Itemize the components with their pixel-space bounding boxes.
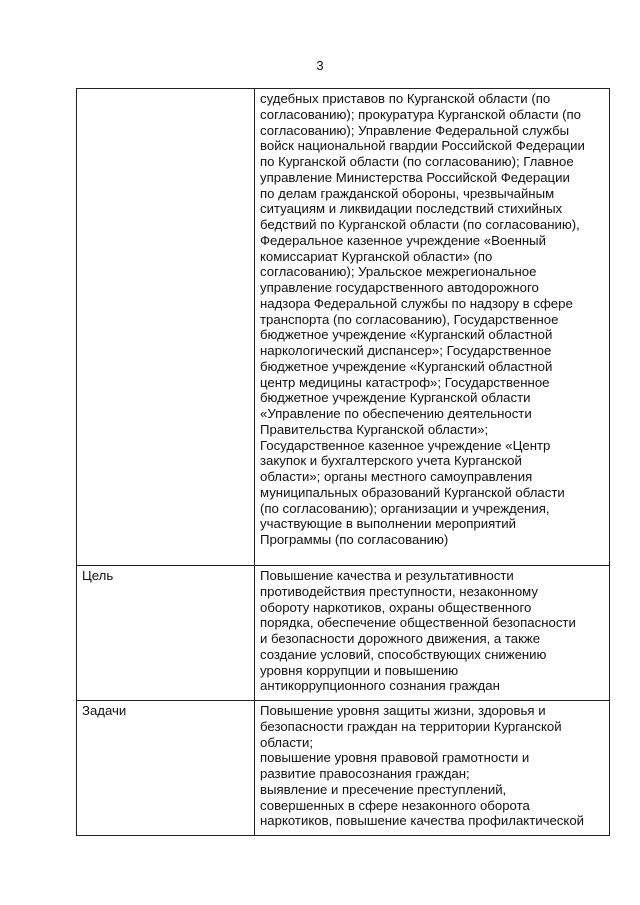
row-label-empty — [77, 89, 255, 566]
tasks-label: Задачи — [82, 703, 127, 718]
goal-cell — [255, 566, 610, 701]
goal-text: Повышение качества и результативности противодействия преступности, незаконному обороту наркотиков, охраны общественного порядка, обеспечение общественной безопасности и безопасности дорожного движения, а также создание условий, способствующих снижению уровня коррупции и повышению антикоррупционного сознания граждан — [260, 568, 576, 694]
goal-label: Цель — [82, 568, 114, 583]
table-row-participants — [77, 89, 610, 566]
tasks-text: Повышение уровня защиты жизни, здоровья и безопасности граждан на территории Курганской области; повышение уровня правовой грамотности и развитие правосознания граждан; выявление и пресечение преступлений, совершенных в сфере незаконного оборота наркотиков, повышение качества профилактической — [260, 703, 585, 829]
goal-label-cell — [77, 566, 255, 701]
tasks-label-cell — [77, 701, 255, 836]
participants-text: судебных приставов по Курганской области (по согласованию); прокуратура Курганской области (по согласованию); Управление Федеральной службы войск национальной гвардии Российской Федерации по Курганской области (по согласованию); Главное управление Министерства Российской Федерации по делам гражданской обороны, чрезвычайным ситуациям и ликвидации последствий стихийных бедствий по Курганской области (по согласованию), Федеральное казенное учреждение «Военный комиссариат Курганской области» (по согласованию); Уральское межрегиональное управление государственного автодорожного надзора Федеральной службы по надзору в сфере транспорта (по согласованию), Государственное бюджетное учреждение «Курганский областной наркологический диспансер»; Государственное бюджетное учреждение «Курганский областной центр медицины катастроф»; Государственное бюджетное учреждение Курганской области «Управление по обеспечению деятельности Правительства Курганской области»; Государственное казенное учреждение «Центр закупок и бухгалтерского учета Курганской области»; органы местного самоуправления муниципальных образований Курганской области (по согласованию); организации и учреждения, участвующие в выполнении мероприятий Программы (по согласованию) — [260, 91, 585, 547]
page-number: 3 — [316, 58, 324, 73]
passport-table — [76, 88, 610, 836]
tasks-cell — [255, 701, 610, 836]
table-row-goal — [77, 566, 610, 701]
participants-cell — [255, 89, 610, 566]
table-row-tasks — [77, 701, 610, 836]
